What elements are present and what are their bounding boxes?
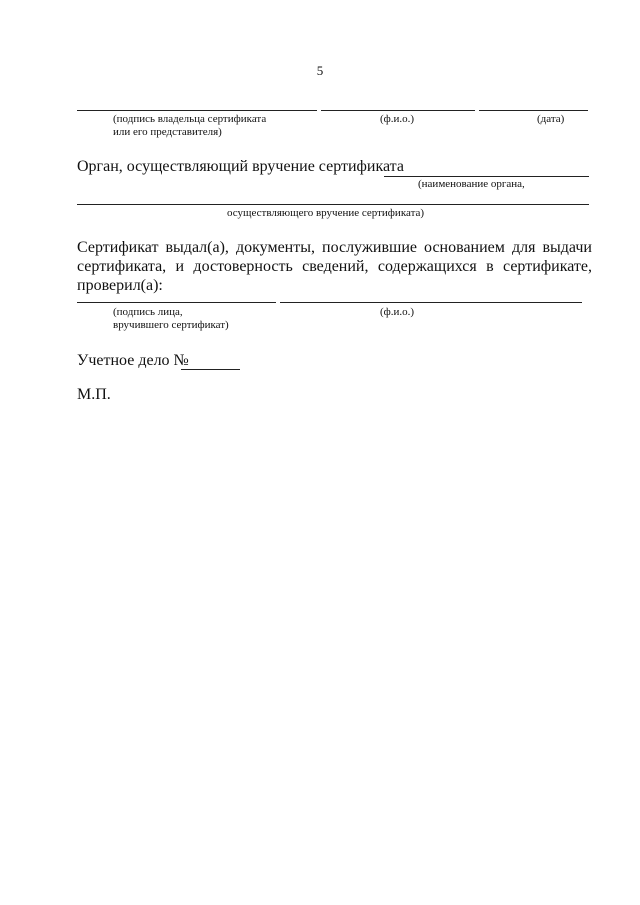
issuer-signature-caption-line2: вручившего сертификат) <box>113 319 229 331</box>
issuing-body-caption-line1: (наименование органа, <box>418 178 525 190</box>
issuing-body-label: Орган, осуществляющий вручение сертификата <box>77 158 404 175</box>
owner-name-caption: (ф.и.о.) <box>380 113 415 125</box>
seal-label: М.П. <box>77 386 111 403</box>
owner-signature-line <box>77 110 317 111</box>
account-number-label: Учетное дело № <box>77 352 189 369</box>
issuer-paragraph-line3: проверил(а): <box>77 277 163 294</box>
owner-name-line <box>321 110 475 111</box>
owner-date-line <box>479 110 588 111</box>
issuer-signature-caption <box>113 306 229 332</box>
issuer-signature-caption-line1: (подпись лица, <box>113 306 183 318</box>
account-number-line <box>181 369 240 370</box>
issuing-body-name-line <box>384 176 589 177</box>
issuer-paragraph <box>77 238 592 295</box>
issuing-body-caption-line2: осуществляющего вручение сертификата) <box>227 207 425 219</box>
owner-signature-caption-line2: или его представителя) <box>113 126 222 138</box>
issuer-paragraph-line1: Сертификат выдал(а), документы, послужившие основанием для выдачи <box>77 239 592 256</box>
owner-signature-caption <box>113 113 266 139</box>
page-number: 5 <box>316 63 324 78</box>
issuer-signature-line <box>77 302 276 303</box>
owner-signature-caption-line1: (подпись владельца сертификата <box>113 113 267 125</box>
issuer-name-line <box>280 302 582 303</box>
issuer-paragraph-line2: сертификата, и достоверность сведений, содержащихся в сертификате, <box>77 258 592 275</box>
issuing-body-name-line-continued <box>77 204 589 205</box>
owner-date-caption: (дата) <box>537 113 565 125</box>
issuer-name-caption: (ф.и.о.) <box>380 306 415 318</box>
